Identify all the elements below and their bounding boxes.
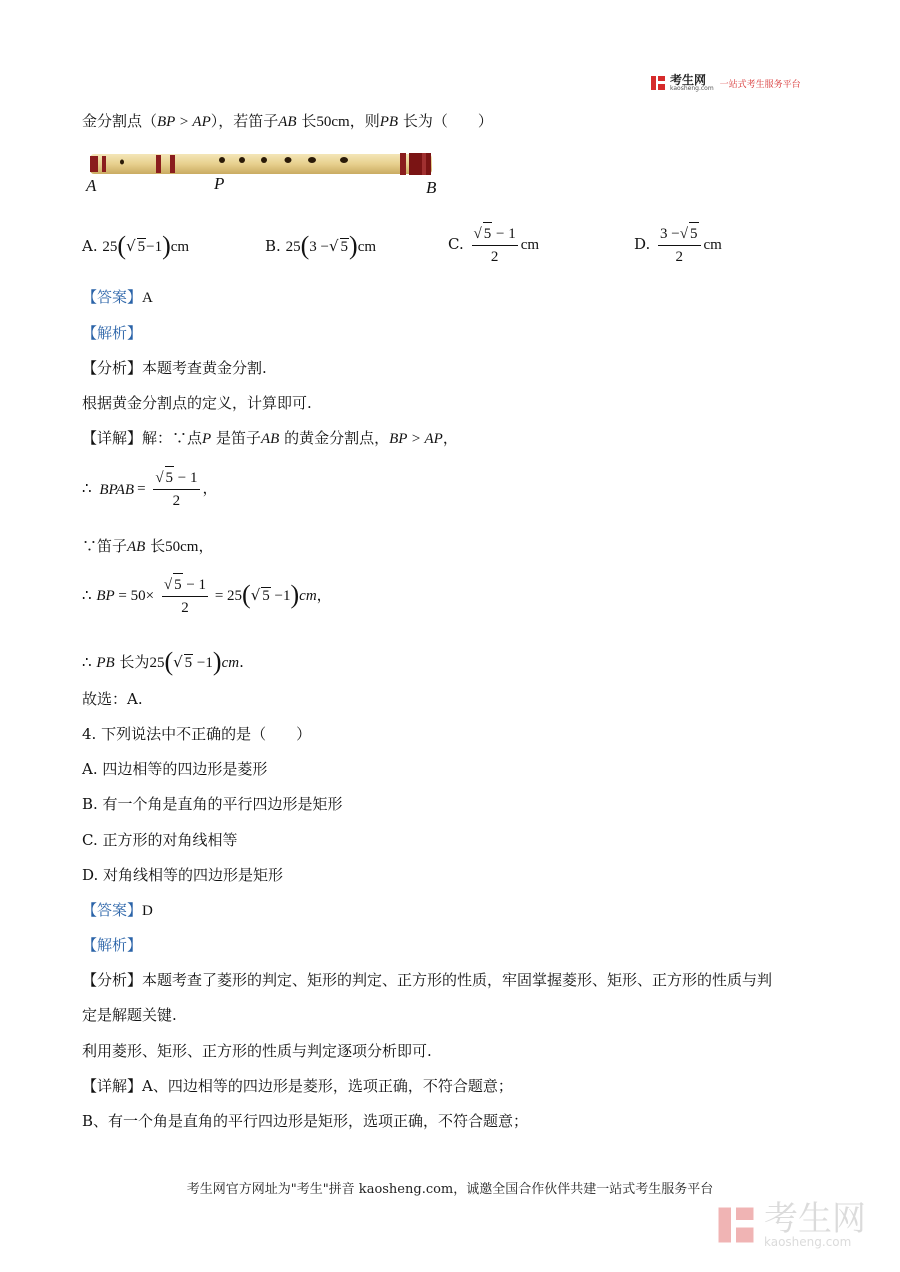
q4-stem: 4. 下列说法中不正确的是（ ） (82, 725, 312, 743)
q4-fenxi-cont: 定是解题关键. (82, 1006, 177, 1024)
q3-method: 根据黄金分割点的定义，计算即可. (82, 394, 312, 412)
watermark-name: 考生网 (764, 1199, 866, 1239)
q3-step-ratio: ∴ BPAB = $\frac{√ 5 - 1}{2}$ ， (82, 466, 218, 512)
q4-option-d[interactable]: D. 对角线相等的四边形是矩形 (82, 866, 284, 884)
q3-step-length: ∵笛子AB 长50cm， (82, 537, 214, 555)
q3-option-d[interactable]: D. $\frac{3 -√ 5}{2}$ cm (634, 222, 722, 268)
q3-fenxi: 【分析】本题考查黄金分割. (82, 359, 267, 377)
q3-option-a[interactable]: A. 25(√ 5−1)cm (82, 231, 190, 260)
q4-fenxi: 【分析】本题考查了菱形的判定、矩形的判定、正方形的性质，牢固掌握菱形、矩形、正方形的性质与判 (82, 971, 773, 989)
q4-option-c[interactable]: C. 正方形的对角线相等 (82, 831, 238, 849)
q4-option-b[interactable]: B. 有一个角是直角的平行四边形是矩形 (82, 795, 343, 813)
brand-name: 考生网 (670, 73, 707, 87)
q4-analysis-heading: 【解析】 (82, 936, 143, 954)
q3-detail: 【详解】解：∵点P 是笛子AB 的黄金分割点，BP > AP， (82, 429, 458, 447)
q4-method: 利用菱形、矩形、正方形的性质与判定逐项分析即可. (82, 1042, 432, 1060)
q3-step-bp: ∴ BP = 50× $\frac{√ 5 - 1}{2}$ = 25(√ 5 −1)cm， (82, 573, 332, 619)
flute-label-b: B (426, 178, 437, 197)
q3-analysis-heading: 【解析】 (82, 324, 143, 342)
page-footer: 考生网官方网址为"考生"拼音 kaosheng.com，诚邀全国合作伙伴共建一站式考生服务平台 (186, 1182, 714, 1197)
q3-choose: 故选：A. (82, 690, 143, 708)
q3-answer: 【答案】A (82, 288, 153, 306)
flute-label-p: P (214, 174, 225, 193)
q4-answer: 【答案】D (82, 901, 153, 919)
flute-illustration (82, 148, 452, 204)
watermark-url: kaosheng.com (764, 1235, 852, 1249)
kaosheng-logo-icon (650, 75, 666, 91)
q3-option-b[interactable]: B. 25(3 −√ 5)cm (265, 231, 377, 260)
q3-step-pb: ∴ PB 长为25(√ 5 −1)cm. (82, 647, 244, 676)
q3-option-c[interactable]: C. $\frac{√ 5 - 1}{2}$ cm (448, 222, 539, 268)
flute-label-a: A (86, 176, 97, 195)
flute-figure (82, 148, 452, 204)
brand-url: kaosheng.com (670, 85, 714, 92)
q4-detail-b: B、有一个角是直角的平行四边形是矩形，选项正确，不符合题意； (82, 1112, 529, 1130)
watermark (716, 1199, 866, 1249)
brand-slogan: 一站式考生服务平台 (719, 79, 801, 90)
q4-option-a[interactable]: A. 四边相等的四边形是菱形 (82, 760, 268, 778)
q4-detail: 【详解】A、四边相等的四边形是菱形，选项正确，不符合题意； (82, 1077, 513, 1095)
watermark-logo-icon (716, 1205, 756, 1245)
header-logo[interactable] (650, 74, 801, 92)
q3-stem: 金分割点（BP > AP），若笛子AB 长50cm，则PB 长为（ ） (82, 112, 493, 130)
